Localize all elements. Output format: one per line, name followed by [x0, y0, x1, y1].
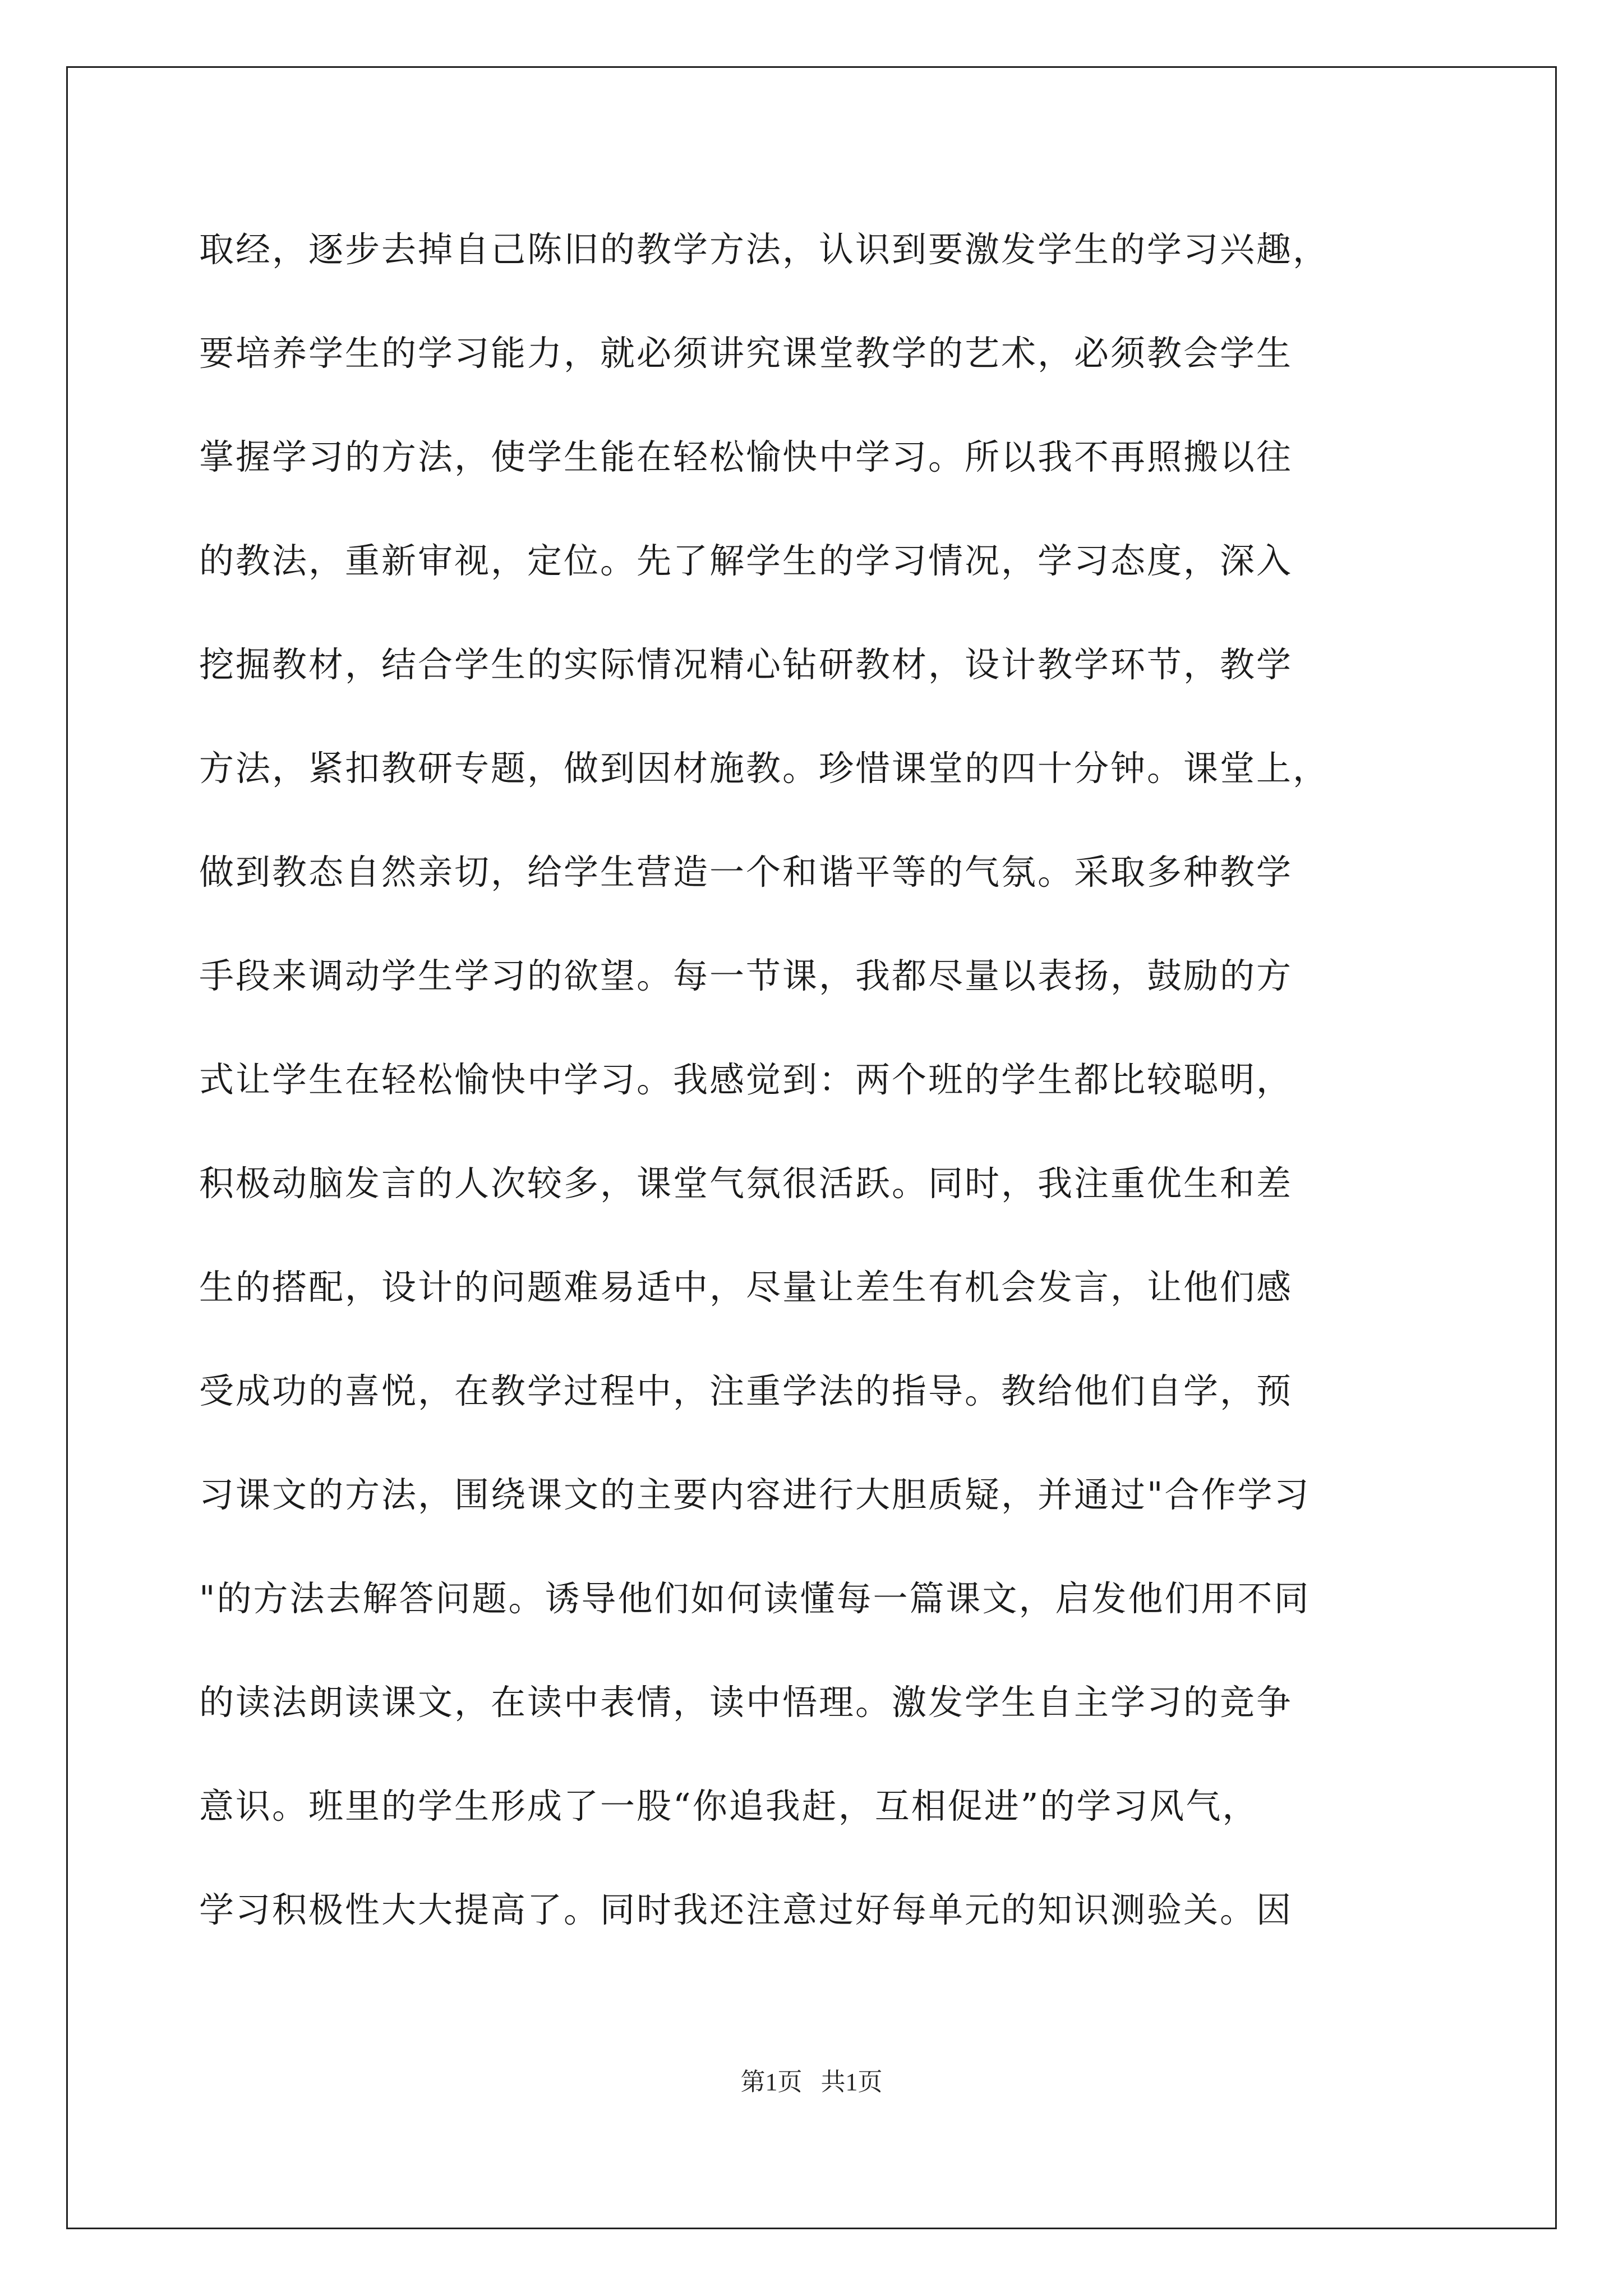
text-line: 习课文的方法，围绕课文的主要内容进行大胆质疑，并通过"合作学习 — [199, 1474, 1311, 1515]
text-line: 方法，紧扣教研专题，做到因材施教。珍惜课堂的四十分钟。课堂上， — [199, 748, 1330, 789]
text-line: 手段来调动学生学习的欲望。每一节课，我都尽量以表扬，鼓励的方 — [199, 955, 1293, 996]
document-body — [199, 197, 1433, 1962]
text-line: 的教法，重新审视，定位。先了解学生的学习情况，学习态度，深入 — [199, 540, 1293, 581]
text-line: 做到教态自然亲切，给学生营造一个和谐平等的气氛。采取多种教学 — [199, 852, 1293, 892]
text-line: "的方法去解答问题。诱导他们如何读懂每一篇课文，启发他们用不同 — [199, 1578, 1311, 1619]
text-line: 生的搭配，设计的问题难易适中，尽量让差生有机会发言，让他们感 — [199, 1267, 1293, 1308]
text-line: 受成功的喜悦，在教学过程中，注重学法的指导。教给他们自学，预 — [199, 1370, 1293, 1411]
text-line: 的读法朗读课文，在读中表情，读中悟理。激发学生自主学习的竞争 — [199, 1682, 1293, 1723]
text-line: 要培养学生的学习能力，就必须讲究课堂教学的艺术，必须教会学生 — [199, 333, 1293, 374]
text-line: 意识。班里的学生形成了一股“你追我赶，互相促进”的学习风气， — [199, 1786, 1259, 1826]
page-number-footer: 第1页 共1页 — [740, 2068, 883, 2096]
text-line: 挖掘教材，结合学生的实际情况精心钻研教材，设计教学环节，教学 — [199, 644, 1293, 685]
text-line: 学习积极性大大提高了。同时我还注意过好每单元的知识测验关。因 — [199, 1889, 1293, 1930]
text-line: 取经，逐步去掉自己陈旧的教学方法，认识到要激发学生的学习兴趣， — [199, 229, 1330, 270]
text-line: 式让学生在轻松愉快中学习。我感觉到：两个班的学生都比较聪明， — [199, 1059, 1293, 1100]
text-line: 积极动脑发言的人次较多，课堂气氛很活跃。同时，我注重优生和差 — [199, 1163, 1293, 1204]
text-line: 掌握学习的方法，使学生能在轻松愉快中学习。所以我不再照搬以往 — [199, 436, 1293, 477]
